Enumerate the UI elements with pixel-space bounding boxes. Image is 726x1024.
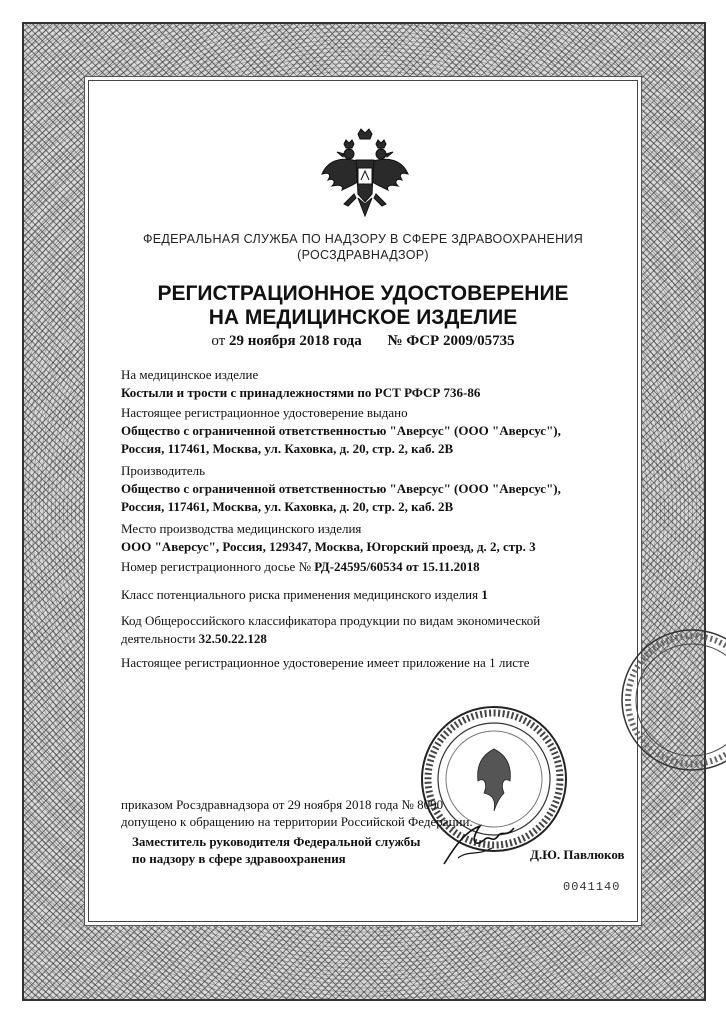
agency-name: ФЕДЕРАЛЬНАЯ СЛУЖБА ПО НАДЗОРУ В СФЕРЕ ЗДРАВООХРАНЕНИЯ — [142, 232, 584, 246]
production-label: Место производства медицинского изделия — [121, 521, 362, 536]
agency-short-name: (РОСЗДРАВНАДЗОР) — [297, 248, 429, 262]
issued-field — [121, 404, 601, 458]
issued-value-line1: Общество с ограниченной ответственностью "Аверсус" (ООО "Аверсус"), — [121, 423, 561, 438]
signer-position-line1: Заместитель руководителя Федеральной службы — [132, 834, 421, 849]
risk-class-field — [121, 586, 601, 604]
risk-class-value: 1 — [481, 587, 488, 602]
appendix-field — [121, 654, 601, 672]
double-headed-eagle-icon — [320, 128, 410, 224]
document-title: РЕГИСТРАЦИОННОЕ УДОСТОВЕРЕНИЕ — [157, 282, 569, 305]
issued-value-line2: Россия, 117461, Москва, ул. Каховка, д. 20, стр. 2, каб. 2В — [121, 441, 454, 456]
date-prefix: от — [211, 333, 226, 349]
document-subtitle: НА МЕДИЦИНСКОЕ ИЗДЕЛИЕ — [208, 306, 518, 329]
issue-date: 29 ноября 2018 года — [228, 333, 362, 349]
serial-number: 0041140 — [563, 880, 621, 894]
device-label: На медицинское изделие — [121, 367, 259, 382]
signer-name: Д.Ю. Павлюков — [530, 847, 625, 862]
appendix-stamp-icon — [612, 620, 726, 780]
date-number-line — [0, 333, 726, 350]
device-field — [121, 366, 601, 402]
dossier-label: Номер регистрационного досье № — [121, 559, 311, 574]
okp-label-line1: Код Общероссийского классификатора продукции по видам экономической — [121, 613, 541, 628]
device-value: Костыли и трости с принадлежностями по РСТ РФСР 736-86 — [121, 385, 481, 400]
signer-position — [132, 833, 420, 867]
manufacturer-label: Производитель — [121, 463, 206, 478]
issued-label: Настоящее регистрационное удостоверение выдано — [121, 405, 408, 420]
registration-number: № ФСР 2009/05735 — [387, 333, 515, 349]
okp-field — [121, 612, 601, 648]
okp-label-line2: деятельности — [121, 631, 196, 646]
order-line2: допущено к обращению на территории Российской Федерации. — [121, 814, 473, 829]
manufacturer-value-line2: Россия, 117461, Москва, ул. Каховка, д. 20, стр. 2, каб. 2В — [121, 499, 454, 514]
signer-position-line2: по надзору в сфере здравоохранения — [132, 851, 346, 866]
appendix-text: Настоящее регистрационное удостоверение имеет приложение на 1 листе — [121, 655, 530, 670]
production-value: ООО "Аверсус", Россия, 129347, Москва, Югорский проезд, д. 2, стр. 3 — [121, 539, 536, 554]
dossier-value: РД-24595/60534 от 15.11.2018 — [314, 559, 480, 574]
manufacturer-field — [121, 462, 601, 516]
risk-class-label: Класс потенциального риска применения медицинского изделия — [121, 587, 479, 602]
manufacturer-value-line1: Общество с ограниченной ответственностью "Аверсус" (ООО "Аверсус"), — [121, 481, 561, 496]
order-line1: приказом Росздравнадзора от 29 ноября 2018 года № 8090 — [121, 797, 444, 812]
okp-value: 32.50.22.128 — [198, 631, 267, 646]
production-field — [121, 520, 601, 556]
order-statement — [121, 796, 521, 830]
dossier-field — [121, 558, 601, 576]
